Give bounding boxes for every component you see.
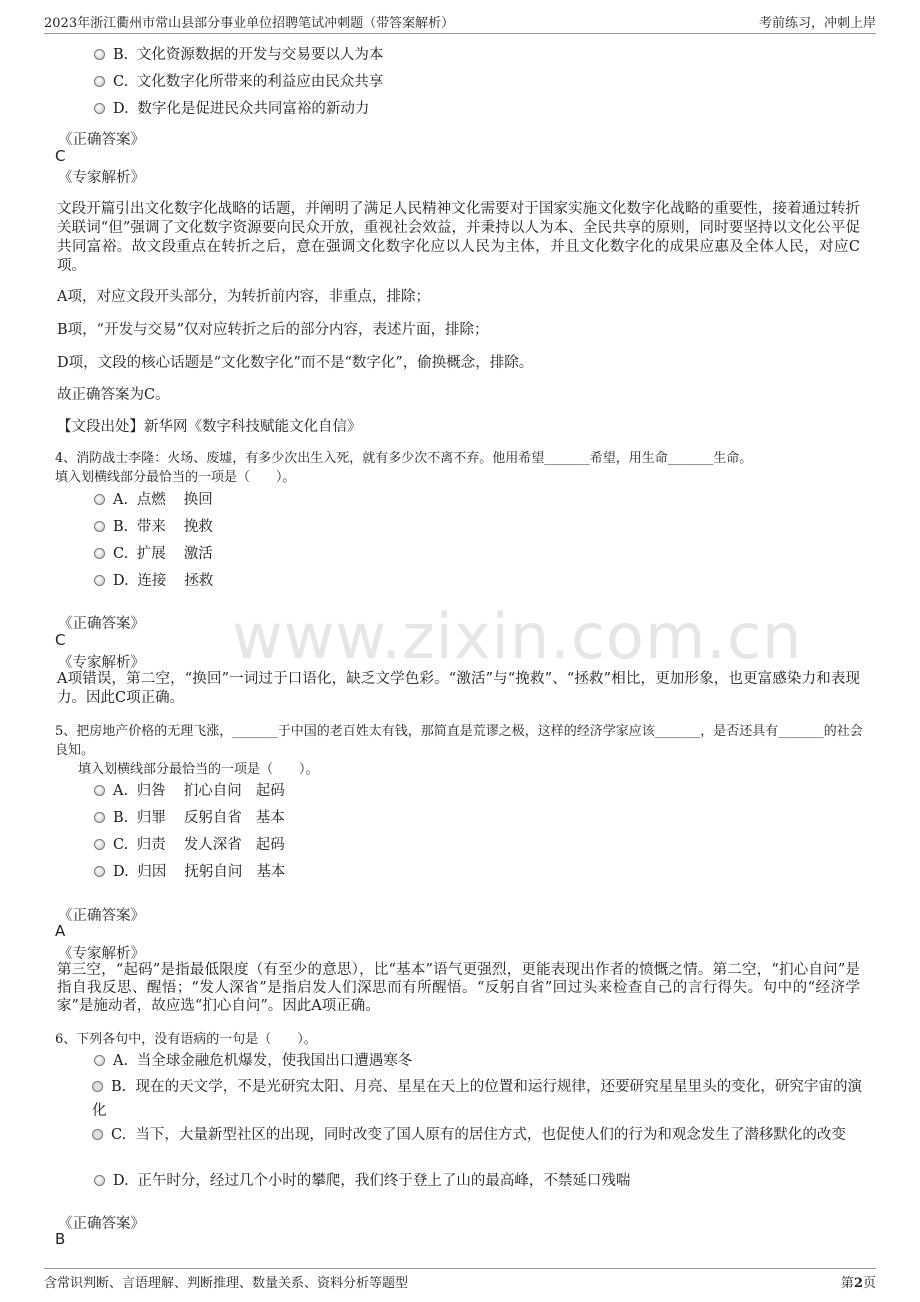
q6-option-d[interactable]: D. 正午时分，经过几个小时的攀爬，我们终于登上了山的最高峰，不禁延口残喘	[94, 1171, 630, 1191]
q5-answer: A	[55, 922, 66, 940]
q3-conclusion: 故正确答案为C。	[57, 387, 170, 403]
radio-icon	[94, 785, 105, 796]
page-number: 第2页	[840, 1276, 876, 1291]
q6-answer: B	[55, 1230, 66, 1248]
q3-analysis-line: B项，“开发与交易”仅对应转折之后的部分内容，表述片面，排除；	[57, 322, 489, 338]
radio-icon	[94, 839, 105, 850]
q3-answer: C	[55, 147, 66, 165]
q3-option-b[interactable]: B. 文化资源数据的开发与交易要以人为本	[94, 45, 383, 65]
watermark: www.zixin.com.cn	[232, 600, 803, 673]
radio-icon	[94, 521, 105, 532]
q3-option-d[interactable]: D. 数字化是促进民众共同富裕的新动力	[94, 99, 369, 119]
q5-option-a[interactable]: A. 归咎 扪心自问 起码	[94, 781, 285, 801]
q4-option-c[interactable]: C. 扩展 激活	[94, 544, 213, 564]
q6-answer-label: 《正确答案》	[58, 1216, 145, 1232]
radio-icon	[94, 575, 105, 586]
radio-icon	[94, 76, 105, 87]
header-divider	[44, 33, 876, 34]
q5-option-d[interactable]: D. 归因 抚躬自问 基本	[94, 862, 285, 882]
q3-option-c[interactable]: C. 文化数字化所带来的利益应由民众共享	[94, 72, 383, 92]
q5-answer-label: 《正确答案》	[58, 908, 145, 924]
q4-analysis: A项错误，第二空，“换回”一词过于口语化，缺乏文学色彩。“激活”与“挽救”、“拯救”相比，更加形象，也更富感染力和表现力。因此C项正确。	[57, 671, 860, 706]
radio-icon	[94, 866, 105, 877]
q4-option-a[interactable]: A. 点燃 换回	[94, 490, 213, 510]
q6-option-c[interactable]: C. 当下，大量新型社区的出现，同时改变了国人原有的居住方式，也促使人们的行为和观念发生了潜移默化的改变	[92, 1123, 862, 1147]
q3-answer-label: 《正确答案》	[58, 132, 145, 148]
radio-icon	[94, 1055, 105, 1066]
q6-stem: 6、下列各句中，没有语病的一句是（ ）。	[55, 1032, 317, 1047]
q5-instruction: 填入划横线部分最恰当的一项是（ ）。	[78, 762, 319, 777]
q3-analysis-line: A项，对应文段开头部分，为转折前内容，非重点，排除；	[57, 289, 430, 305]
q6-option-a[interactable]: A. 当全球金融危机爆发，使我国出口遭遇寒冬	[94, 1051, 412, 1071]
q4-option-b[interactable]: B. 带来 挽救	[94, 517, 213, 537]
q4-instruction: 填入划横线部分最恰当的一项是（ ）。	[55, 470, 296, 485]
radio-icon	[94, 49, 105, 60]
radio-icon	[92, 1081, 103, 1092]
radio-icon	[94, 812, 105, 823]
radio-icon	[94, 1175, 105, 1186]
q3-analysis: 文段开篇引出文化数字化战略的话题，并阐明了满足人民精神文化需要对于国家实施文化数字化战略的重要性，接着通过转折关联词“但”强调了文化数字资源要向民众开放，重视社会效益，并秉持以人为本、全民共享的原则，同时要坚持以文化公平促共同富裕。故文段重点在转折之后，意在强调文化数字化应以人民为主体，并且文化数字化的成果应惠及全体人民，对应C项。	[57, 201, 860, 274]
header-slogan: 考前练习，冲刺上岸	[758, 16, 876, 31]
q3-source: 【文段出处】新华网《数字科技赋能文化自信》	[57, 419, 362, 435]
footer-divider	[44, 1268, 876, 1269]
q5-analysis: 第三空，“起码”是指最低限度（有至少的意思），比“基本”语气更强烈，更能表现出作者的愤慨之情。第二空，“扪心自问”是指自我反思、醒悟；“发人深省”是指启发人们深思而有所醒悟。“反躬自省”回过头来检查自己的言行得失。句中的“经济学家”是施动者，故应选“扪心自问”。因此A项正确。	[57, 962, 860, 1014]
radio-icon	[94, 494, 105, 505]
q4-option-d[interactable]: D. 连接 拯救	[94, 571, 213, 591]
q5-stem: 5、把房地产价格的无理飞涨，_______于中国的老百姓太有钱，那简直是荒谬之极，这样的经济学家应该_______，是否还具有_______的社会良知。	[55, 724, 863, 758]
footer-topics: 含常识判断、言语理解、判断推理、数量关系、资料分析等题型	[44, 1276, 409, 1291]
q4-stem: 4、消防战士李隆：火场、废墟，有多少次出生入死，就有多少次不离不弃。他用希望_______希望，用生命_______生命。	[55, 451, 753, 466]
q6-option-b[interactable]: B. 现在的天文学，不是光研究太阳、月亮、星星在天上的位置和运行规律，还要研究星星里头的变化，研究宇宙的演化	[92, 1079, 862, 1119]
radio-icon	[94, 548, 105, 559]
q3-analysis-line: D项，文段的核心话题是“文化数字化”而不是“数字化”，偷换概念，排除。	[57, 355, 534, 371]
q3-analysis-label: 《专家解析》	[58, 170, 145, 186]
radio-icon	[92, 1129, 103, 1140]
q4-analysis-label: 《专家解析》	[58, 655, 145, 671]
q4-answer-label: 《正确答案》	[58, 616, 145, 632]
document-title: 2023年浙江衢州市常山县部分事业单位招聘笔试冲刺题（带答案解析）	[44, 16, 455, 31]
q5-option-c[interactable]: C. 归责 发人深省 起码	[94, 835, 285, 855]
q5-option-b[interactable]: B. 归罪 反躬自省 基本	[94, 808, 285, 828]
radio-icon	[94, 103, 105, 114]
q4-answer: C	[55, 631, 66, 649]
q5-analysis-label: 《专家解析》	[58, 946, 145, 962]
